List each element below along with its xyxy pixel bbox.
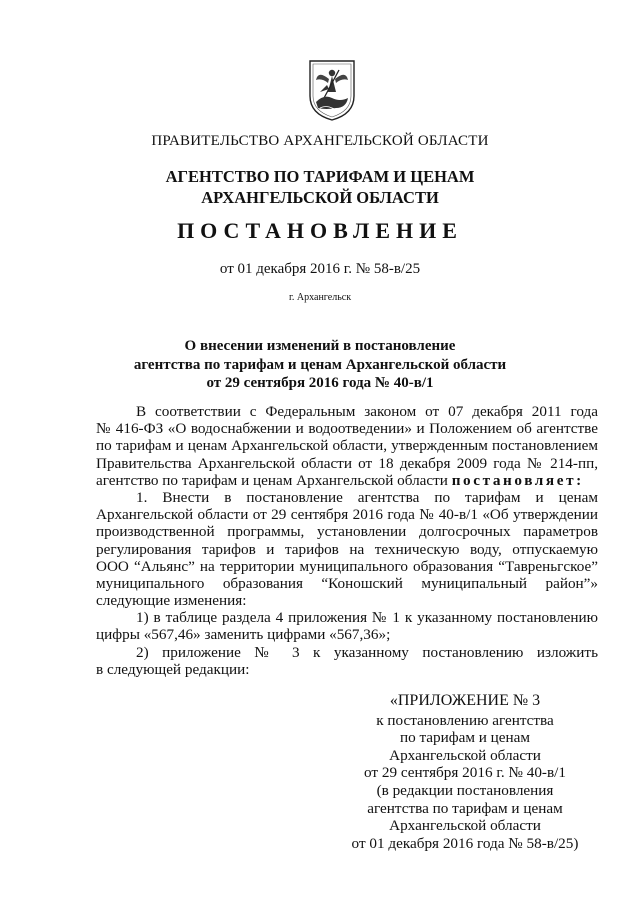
government-name: ПРАВИТЕЛЬСТВО АРХАНГЕЛЬСКОЙ ОБЛАСТИ [151,133,489,149]
appendix-line: Архангельской области [389,817,541,835]
date-number: от 01 декабря 2016 г. № 58-в/25 [219,261,421,277]
appendix-line: к постановлению агентства [376,711,554,729]
subject-line2: агентства по тарифам и ценам Архангельской области [133,356,507,373]
paragraph-line: в следующей редакции: [96,660,250,678]
paragraph-line: 1. Внести в постановление агентства по тарифам и ценам [136,488,598,506]
coat-of-arms-emblem [306,58,358,122]
subject-line1: О внесении изменений в постановление [184,338,456,354]
paragraph-line: производственной программы, установлении долгосрочных параметров [96,523,598,541]
paragraph-line: № 416-ФЗ «О водоснабжении и водоотведении» и Положением об агентстве [96,420,598,438]
paragraph-line: следующие изменения: [96,592,247,610]
appendix-line: Архангельской области [389,746,541,764]
paragraph-line: ООО “Альянс” на территории муниципального образования “Тавреньгское” [96,557,598,575]
appendix-title: «ПРИЛОЖЕНИЕ № 3 [389,692,541,709]
resolution-intro: агентство по тарифам и ценам Архангельской области [96,471,448,489]
paragraph-line: регулирования тарифов и тарифов на техническую воду, отпускаемую [96,540,598,558]
document-body [96,403,598,678]
appendix-line: от 01 декабря 2016 года № 58-в/25) [351,834,579,852]
paragraph-line: Архангельской области от 29 сентября 2016 года № 40-в/1 «Об утверждении [96,506,598,524]
appendix-line: по тарифам и ценам [399,729,531,747]
appendix-header [330,692,600,852]
appendix-line: (в редакции постановления [376,781,554,799]
document-type: ПОСТАНОВЛЕНИЕ [177,218,463,243]
subject-line3: от 29 сентября 2016 года № 40-в/1 [206,375,434,391]
appendix-line: агентства по тарифам и ценам [367,799,563,817]
agency-name-line1: АГЕНТСТВО ПО ТАРИФАМ И ЦЕНАМ [165,167,475,186]
resolves-word: постановляет: [451,471,584,489]
agency-name-line2: АРХАНГЕЛЬСКОЙ ОБЛАСТИ [201,188,439,207]
document-subject [0,337,640,393]
paragraph-line: Правительства Архангельской области от 18 декабря 2009 года № 214-пп, [96,454,598,472]
paragraph-line: муниципального образования “Коношский муниципальный район”» [96,574,598,592]
paragraph-line [96,472,598,489]
paragraph-line: 1) в таблице раздела 4 приложения № 1 к указанному постановлению [136,609,598,627]
paragraph-line: по тарифам и ценам Архангельской области, утвержденным постановлением [96,437,598,455]
paragraph-line: цифры «567,46» заменить цифрами «567,36»; [96,626,391,644]
paragraph-line: 2) приложение № 3 к указанному постановлению изложить [136,643,598,661]
appendix-line: от 29 сентября 2016 г. № 40-в/1 [364,764,566,782]
paragraph-line: В соответствии с Федеральным законом от 07 декабря 2011 года [136,403,598,420]
city: г. Архангельск [288,292,352,303]
agency-name [0,166,640,208]
